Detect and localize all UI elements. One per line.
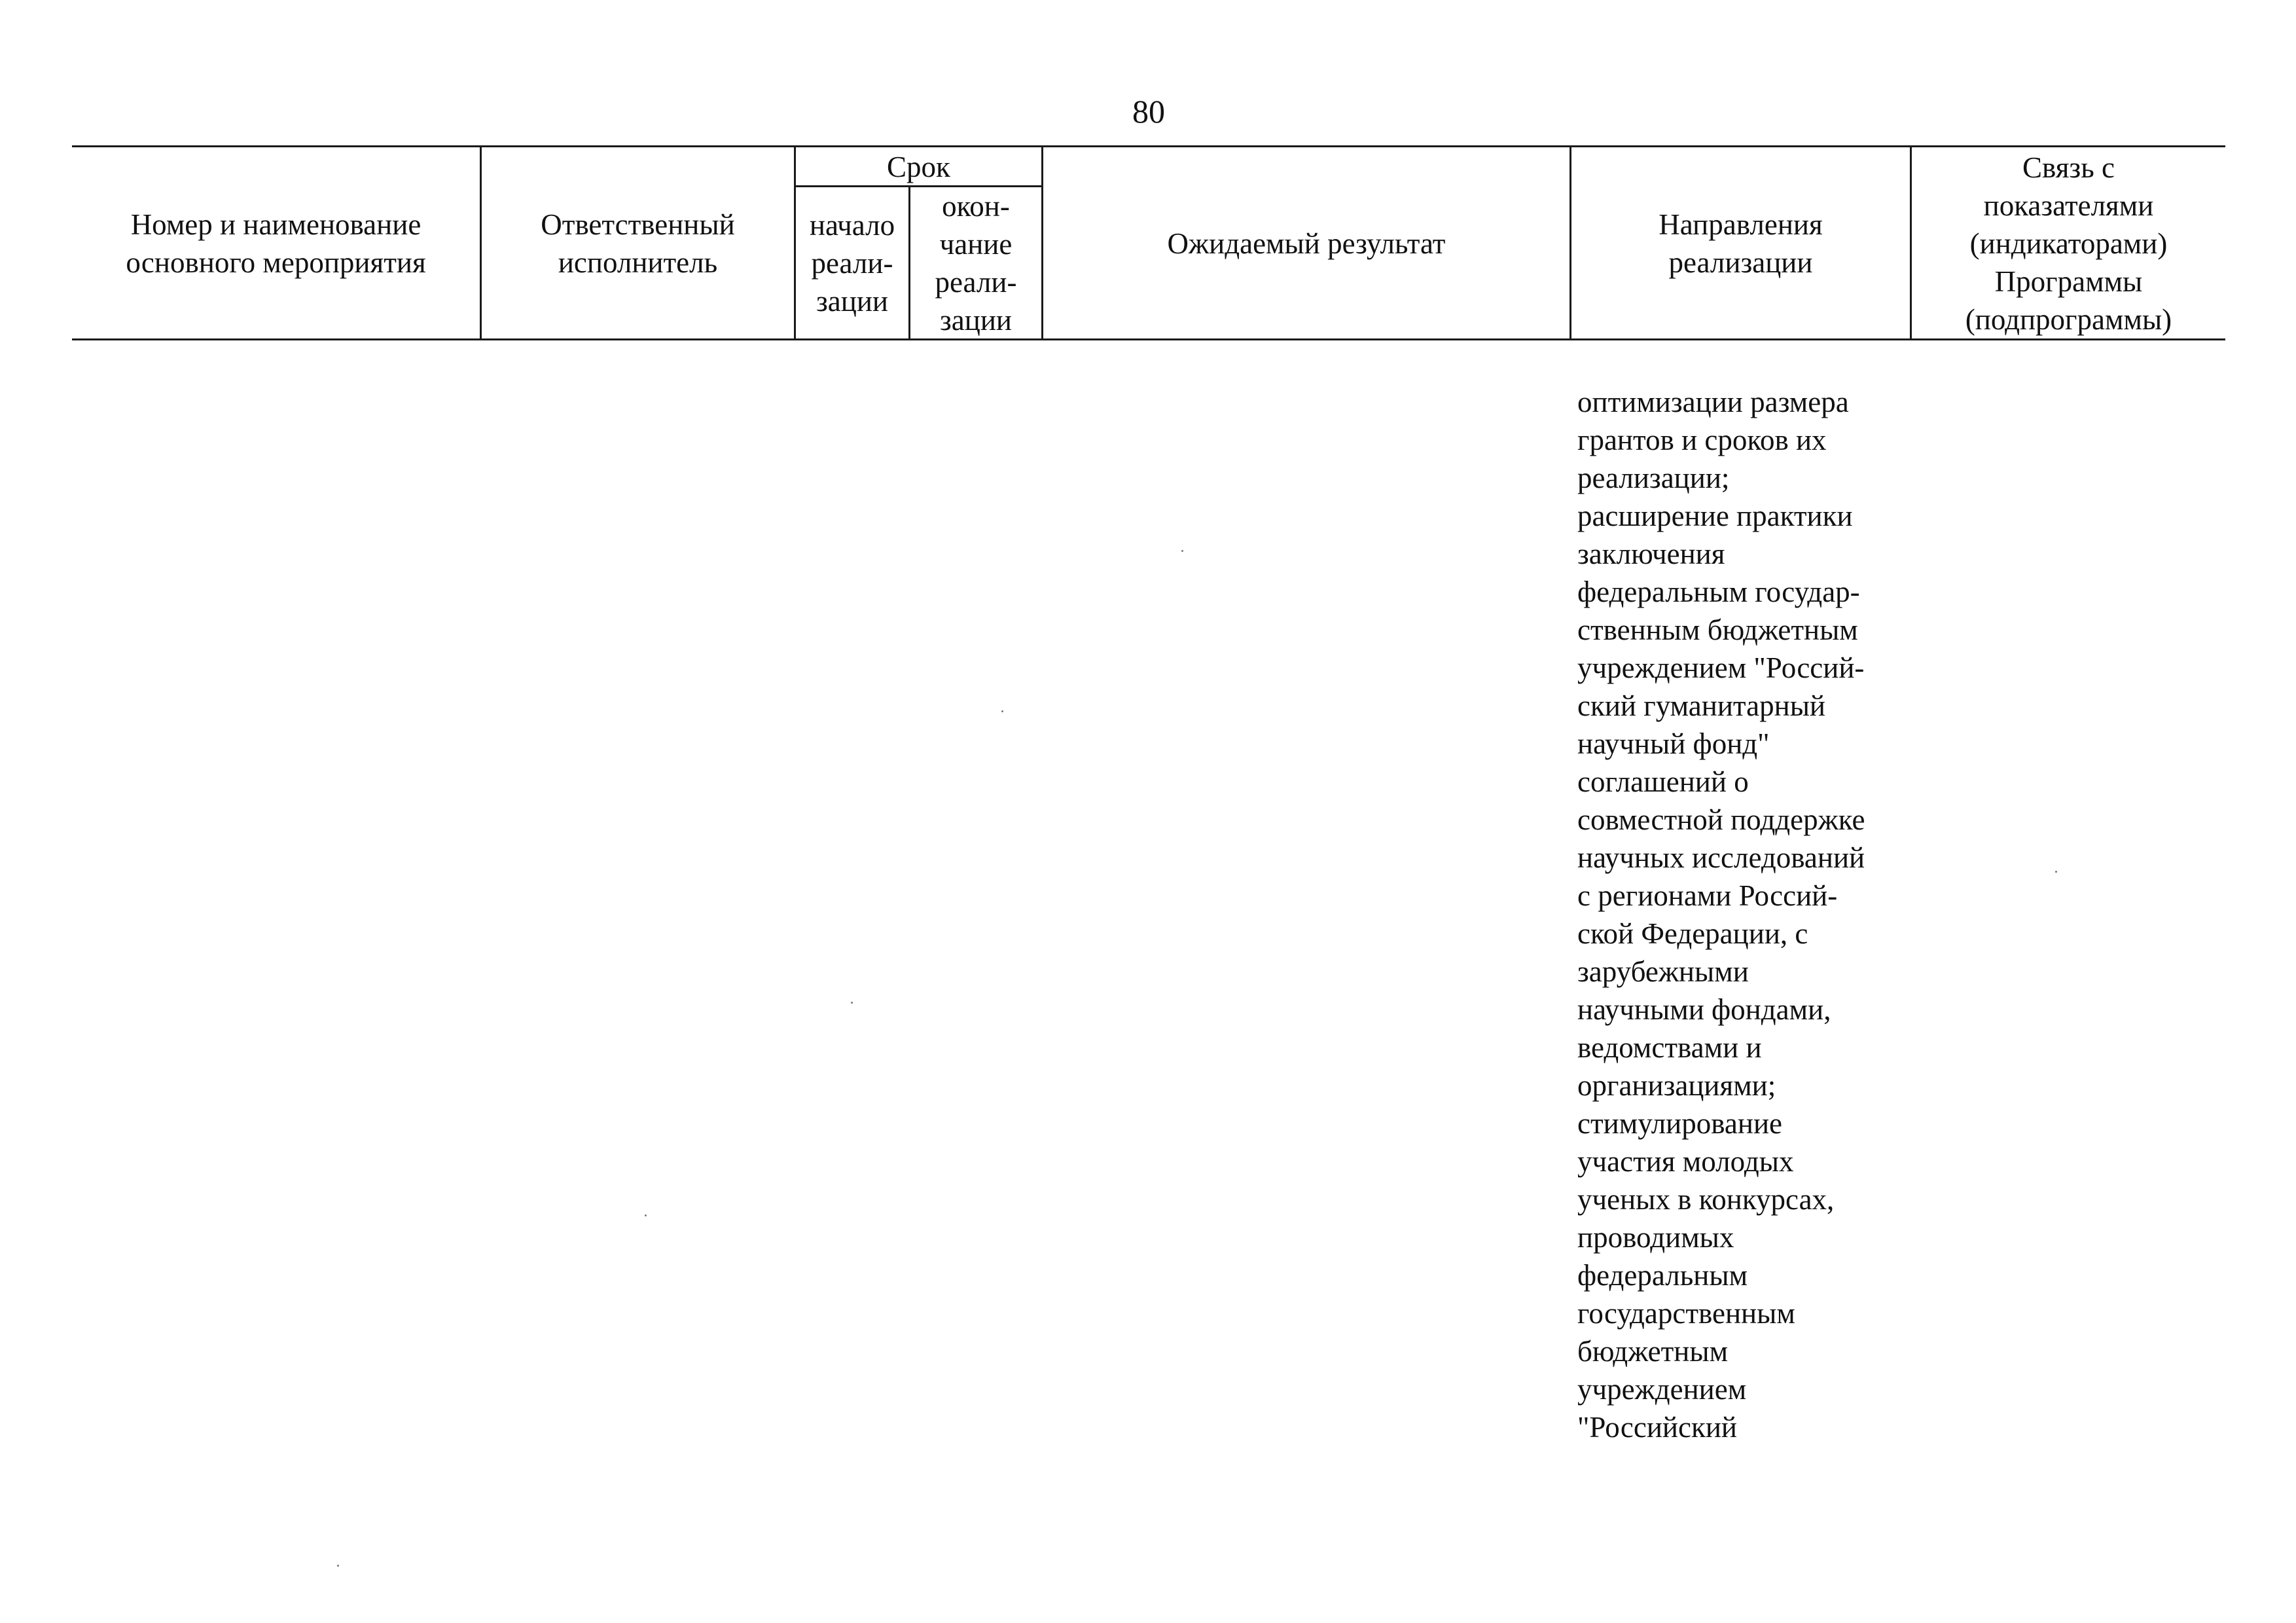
scan-speck [1001, 710, 1003, 712]
header-term-group: Срок [887, 150, 950, 183]
scan-speck [2055, 871, 2057, 873]
page-number: 80 [1132, 93, 1165, 130]
header-expected-result: Ожидаемый результат [1167, 227, 1446, 260]
header-implementation-directions: Направления реализации [1659, 208, 1823, 279]
header-top-rule [72, 145, 2225, 147]
scan-speck [645, 1214, 647, 1216]
scan-speck [1181, 550, 1183, 552]
header-bottom-rule [72, 338, 2225, 340]
scan-speck [851, 1002, 853, 1004]
header-activity-name: Номер и наименование основного мероприятия [126, 208, 426, 279]
header-term-start: начало реали- зации [809, 208, 895, 318]
header-indicators-link: Связь с показателями (индикаторами) Программы (подпрограммы) [1965, 151, 2172, 336]
header-term-end: окон- чание реали- зации [935, 189, 1017, 337]
scan-speck [337, 1565, 339, 1567]
directions-cell-text: оптимизации размера грантов и сроков их реализации; расширение практики заключения федеральным государ- ственным бюджетным учреждением "Россий- ский гуманитарный научный фонд" соглашений о совместной поддержке научных исследований с регионами Россий- ской Федерации, с зарубежными научными фондами, ведомствами и организациями; стимулирование участия молодых ученых в конкурсах, проводимых федеральным государственным бюджетным учреждением "Российский [1577, 386, 1865, 1444]
header-responsible-executor: Ответственный исполнитель [541, 208, 735, 279]
